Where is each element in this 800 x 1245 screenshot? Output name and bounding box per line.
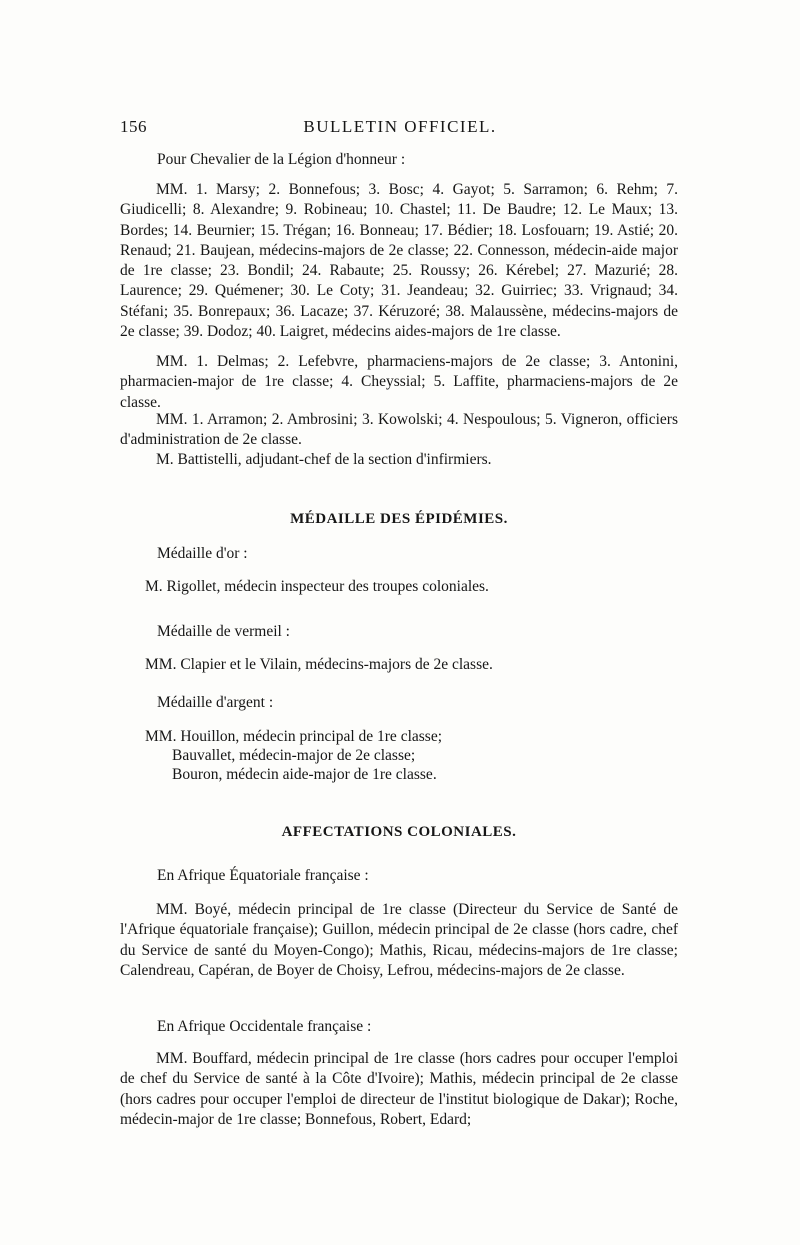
legion-intro: Pour Chevalier de la Légion d'honneur : xyxy=(157,151,406,168)
affectations-heading: AFFECTATIONS COLONIALES. xyxy=(281,824,517,840)
medaille-argent-line-1: MM. Houillon, médecin principal de 1re classe; xyxy=(145,728,443,745)
aef-label: En Afrique Équatoriale française : xyxy=(157,867,369,884)
legion-paragraph-1: MM. 1. Marsy; 2. Bonnefous; 3. Bosc; 4. Gayot; 5. Sarramon; 6. Rehm; 7. Giudicelli; 8. Alexandre; 9. Robineau; 10. Chastel; 11. De Baudre; 12. Le Maux; 13. Bordes; 14. Beurnier; 15. Trégan; 16. Bonneau; 17. Bédier; 18. Losfouarn; 19. Astié; 20. Renaud; 21. Baujean, médecins-majors de 2e classe; 22. Connesson, médecin-aide major de 1re classe; 23. Bondil; 24. Rabaute; 25. Roussy; 26. Kérebel; 27. Mazurié; 28. Laurence; 29. Quémener; 30. Le Coty; 31. Jeandeau; 32. Guirriec; 33. Vrignaud; 34. Stéfani; 35. Bonrepaux; 36. Lacaze; 37. Kéruzoré; 38. Malaussène, médecins-majors de 2e classe; 39. Dodoz; 40. Laigret, médecins aides-majors de 1re classe. xyxy=(120,181,678,341)
aof-label: En Afrique Occidentale française : xyxy=(157,1018,372,1035)
medaille-argent-line-2: Bauvallet, médecin-major de 2e classe; xyxy=(172,747,416,764)
medaille-heading: MÉDAILLE DES ÉPIDÉMIES. xyxy=(290,511,508,527)
medaille-vermeil-label: Médaille de vermeil : xyxy=(157,623,290,640)
running-title: BULLETIN OFFICIEL. xyxy=(303,117,497,136)
medaille-or-text: M. Rigollet, médecin inspecteur des troupes coloniales. xyxy=(145,578,489,595)
medaille-or-label: Médaille d'or : xyxy=(157,545,248,562)
medaille-vermeil-text: MM. Clapier et le Vilain, médecins-majors de 2e classe. xyxy=(145,656,493,673)
page-header xyxy=(120,117,680,141)
aof-text: MM. Bouffard, médecin principal de 1re classe (hors cadres pour occuper l'emploi de chef du Service de santé à la Côte d'Ivoire); Mathis, médecin principal de 2e classe (hors cadres pour occuper l'emploi de directeur de l'institut biologique de Dakar); Roche, médecin-major de 1re classe; Bonnefous, Robert, Edard; xyxy=(120,1050,678,1128)
aef-text: MM. Boyé, médecin principal de 1re classe (Directeur du Service de Santé de l'Afrique équatoriale française); Guillon, médecin principal de 2e classe (hors cadre, chef du Service de santé du Moyen-Congo); Mathis, Ricau, médecins-majors de 1re classe; Calendreau, Capéran, de Boyer de Choisy, Lefrou, médecins-majors de 2e classe. xyxy=(120,901,678,979)
page-number: 156 xyxy=(120,117,147,136)
legion-paragraph-3: MM. 1. Arramon; 2. Ambrosini; 3. Kowolski; 4. Nespoulous; 5. Vigneron, officiers d'administration de 2e classe. xyxy=(120,411,678,449)
legion-paragraph-4: M. Battistelli, adjudant-chef de la section d'infirmiers. xyxy=(156,451,492,468)
medaille-argent-line-3: Bouron, médecin aide-major de 1re classe. xyxy=(172,766,437,783)
legion-paragraph-2: MM. 1. Delmas; 2. Lefebvre, pharmaciens-majors de 2e classe; 3. Antonini, pharmacien-major de 1re classe; 4. Cheyssial; 5. Laffite, pharmaciens-majors de 2e classe. xyxy=(120,353,678,411)
medaille-argent-label: Médaille d'argent : xyxy=(157,694,274,711)
